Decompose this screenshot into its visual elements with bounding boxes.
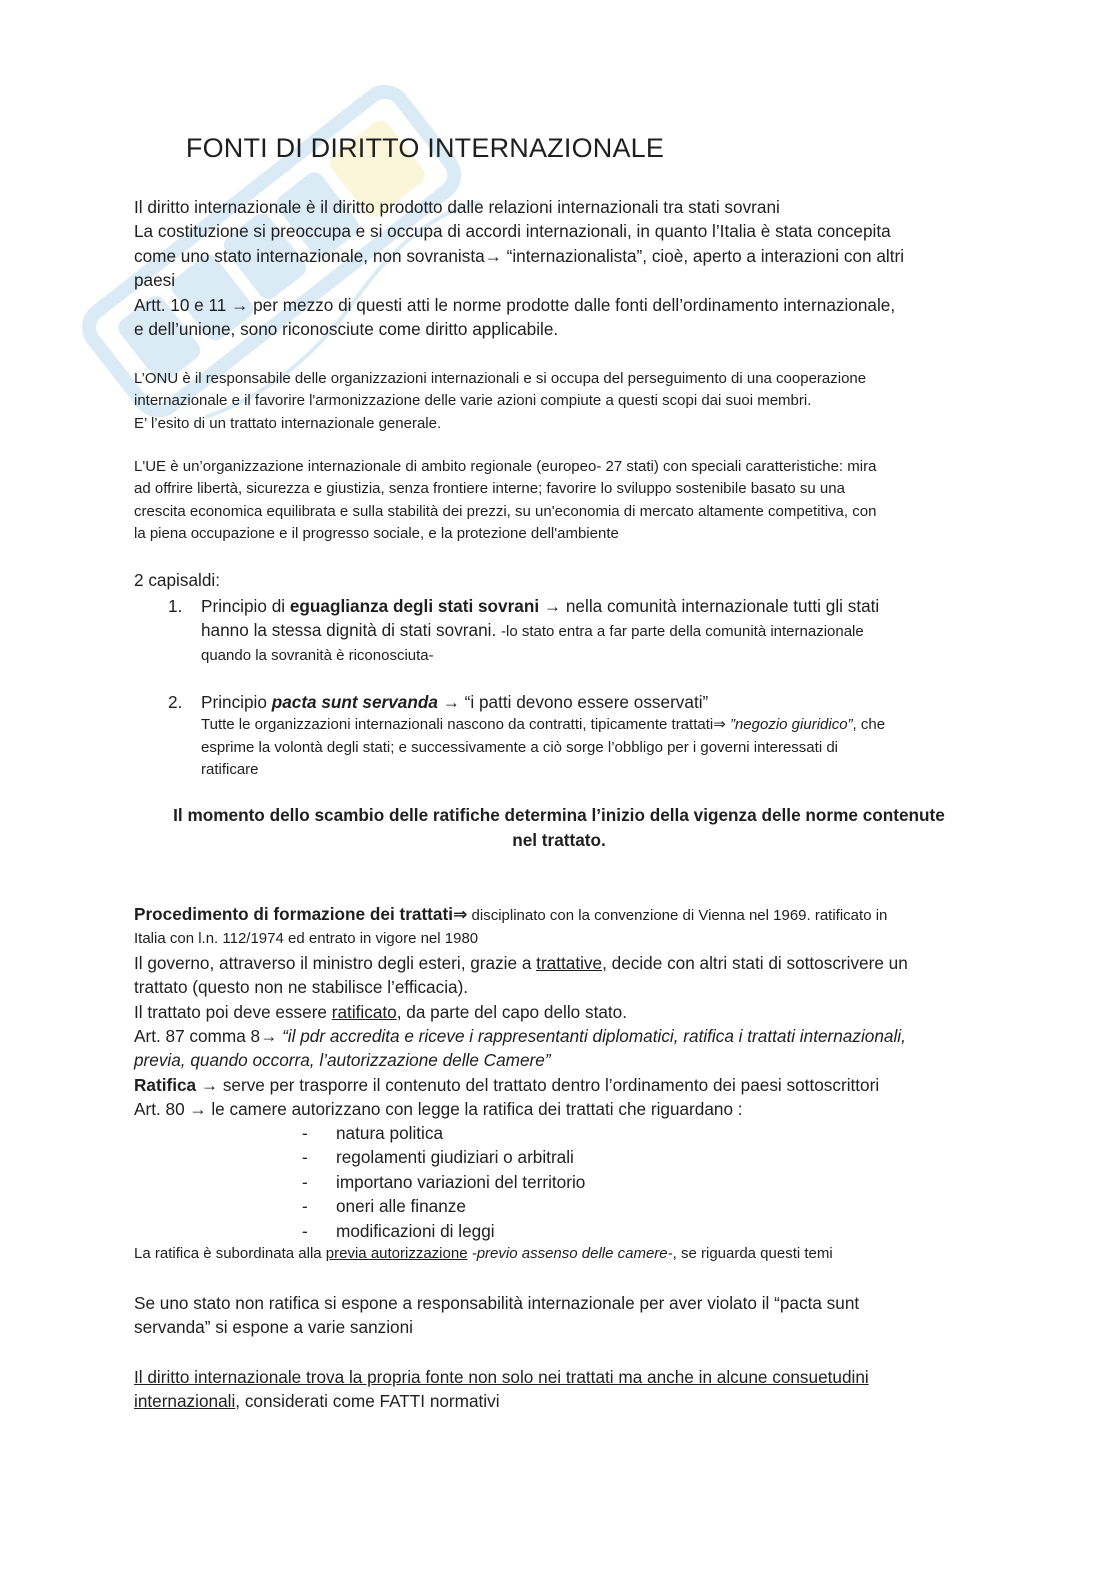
- principle-note: Tutte le organizzazioni internazionali nascono da contratti, tipicamente trattati⇒: [201, 716, 730, 734]
- text: La ratifica è subordinata alla: [134, 1245, 326, 1262]
- procedimento-note: disciplinato con la convenzione di Vienna nel 1969. ratificato in: [467, 907, 888, 924]
- article-ref: Art. 80 → le camere autorizzano con legge la ratifica dei trattati che riguardano :: [134, 1099, 743, 1120]
- procedimento-note: Italia con l.n. 112/1974 ed entrato in vigore nel 1980: [134, 930, 479, 948]
- text: , se riguarda questi temi: [672, 1245, 833, 1262]
- list-item-text: natura politica: [336, 1123, 444, 1143]
- principle-item-1: [134, 594, 984, 674]
- list-number: 2.: [168, 692, 183, 712]
- list-item-text: regolamenti giudiziari o arbitrali: [336, 1147, 574, 1167]
- onu-paragraph: [134, 368, 984, 435]
- list-number: 1.: [168, 596, 183, 616]
- list-dash: -: [302, 1123, 308, 1143]
- highlight-statement: [134, 803, 984, 853]
- underlined-line: Il diritto internazionale trova la propria fonte non solo nei trattati ma anche in alcune consuetudini: [134, 1367, 869, 1387]
- list-dash: -: [302, 1172, 308, 1192]
- principle-note: ratificare: [201, 761, 259, 778]
- principle-name: pacta sunt servanda: [271, 692, 438, 712]
- list-item: [302, 1170, 585, 1194]
- onu-line: internazionale e il favorire l'armonizzazione delle varie azioni compiute a questi scopi dai suoi membri.: [134, 392, 812, 410]
- intro-line: e dell’unione, sono riconosciute come diritto applicabile.: [134, 319, 559, 340]
- text: trattato (questo non ne stabilisce l’efficacia).: [134, 977, 469, 998]
- intro-line: La costituzione si preoccupa e si occupa di accordi internazionali, in quanto l’Italia è stata concepita: [134, 221, 891, 242]
- list-item: [302, 1219, 495, 1243]
- list-item-text: importano variazioni del territorio: [336, 1172, 586, 1192]
- article-ref: Art. 87 comma 8→: [134, 1025, 283, 1046]
- principle-note: quando la sovranità è riconosciuta-: [201, 646, 434, 664]
- list-item-text: modificazioni di leggi: [336, 1221, 495, 1241]
- principle-note: , che: [852, 716, 886, 734]
- principle-desc: → nella comunità internazionale tutti gli stati: [539, 596, 880, 616]
- principle-prefix: Principio di: [201, 596, 290, 616]
- intro-line: Artt. 10 e 11 → per mezzo di questi atti le norme prodotte dalle fonti dell’ordinamento internazionale,: [134, 294, 896, 315]
- text: Il trattato poi deve essere: [134, 1001, 332, 1022]
- highlight-line: Il momento dello scambio delle ratifiche determina l’inizio della vigenza delle norme contenute: [173, 805, 945, 825]
- text-line: Se uno stato non ratifica si espone a responsabilità internazionale per aver violato il “pacta sunt: [134, 1293, 860, 1313]
- ue-line: L'UE è un’organizzazione internazionale di ambito regionale (europeo- 27 stati) con speciali caratteristiche: mira: [134, 458, 877, 475]
- list-item-text: oneri alle finanze: [336, 1196, 466, 1216]
- ratifica-term: Ratifica: [134, 1074, 197, 1095]
- page-title: FONTI DI DIRITTO INTERNAZIONALE: [185, 133, 665, 163]
- text: , considerati come FATTI normativi: [235, 1391, 500, 1412]
- principle-desc: hanno la stessa dignità di stati sovrani.: [201, 620, 502, 641]
- ue-paragraph: [134, 456, 984, 545]
- onu-line: E’ l’esito di un trattato internazionale generale.: [134, 414, 442, 432]
- text-line: servanda” si espone a varie sanzioni: [134, 1317, 413, 1338]
- highlight-line: nel trattato.: [512, 830, 606, 850]
- procedimento-heading: Procedimento di formazione dei trattati⇒: [134, 904, 468, 924]
- list-item: [302, 1145, 574, 1169]
- sanctions-paragraph: [134, 1291, 984, 1340]
- procedimento-section: [134, 902, 984, 1122]
- list-item: [302, 1121, 443, 1145]
- underlined-term: ratificato: [331, 1001, 397, 1022]
- principle-prefix: Principio: [201, 692, 272, 712]
- intro-line: Il diritto internazionale è il diritto prodotto dalle relazioni internazionali tra stati sovrani: [134, 197, 780, 217]
- intro-line: come uno stato internazionale, non sovranista→ “internazionalista”, cioè, aperto a interazioni con altri: [134, 245, 905, 266]
- text: , da parte del capo dello stato.: [396, 1001, 628, 1022]
- consuetudini-paragraph: [134, 1365, 984, 1414]
- list-dash: -: [302, 1147, 308, 1167]
- principle-note: -lo stato entra a far parte della comunità internazionale: [501, 623, 864, 641]
- list-dash: -: [302, 1196, 308, 1216]
- ue-line: ad offrire libertà, sicurezza e giustizia, senza frontiere interne; favorire lo sviluppo sostenibile basato su una: [134, 480, 845, 498]
- text: , decide con altri stati di sottoscrivere un: [602, 952, 908, 973]
- principle-note-italic: ”negozio giuridico”: [729, 716, 853, 734]
- underlined-term: trattative: [536, 952, 603, 973]
- article-quote: “il pdr accredita e riceve i rappresentanti diplomatici, ratifica i trattati internazionali,: [282, 1025, 906, 1046]
- principle-desc: → “i patti devono essere osservati”: [437, 692, 709, 712]
- ue-line: crescita economica equilibrata e sulla stabilità dei prezzi, su un'economia di mercato altamente competitiva, con: [134, 502, 877, 520]
- underlined-term: internazionali: [134, 1391, 236, 1412]
- ue-line: la piena occupazione e il progresso sociale, e la protezione dell'ambiente: [134, 524, 619, 542]
- article-quote: previa, quando occorra, l’autorizzazione delle Camere”: [134, 1050, 551, 1071]
- intro-line: paesi: [134, 270, 176, 291]
- principle-item-2: [134, 690, 984, 790]
- principle-note: esprime la volontà degli stati; e successivamente a ciò sorge l’obbligo per i governi interessati di: [201, 738, 838, 756]
- intro-paragraph: [134, 195, 984, 341]
- principle-name: eguaglianza degli stati sovrani: [289, 596, 540, 616]
- list-item: [302, 1194, 466, 1218]
- italic-note: -previo assenso delle camere-: [467, 1245, 673, 1262]
- text: → serve per trasporre il contenuto del trattato dentro l’ordinamento dei paesi sottoscrittori: [196, 1074, 880, 1095]
- onu-line: L’ONU è il responsabile delle organizzazioni internazionali e si occupa del perseguimento di una cooperazione: [134, 370, 867, 387]
- list-dash: -: [302, 1221, 308, 1241]
- ratifica-note: [134, 1243, 984, 1265]
- underlined-term: previa autorizzazione: [325, 1245, 468, 1262]
- text: Il governo, attraverso il ministro degli esteri, grazie a: [134, 952, 537, 973]
- capisaldi-heading: 2 capisaldi:: [134, 570, 220, 590]
